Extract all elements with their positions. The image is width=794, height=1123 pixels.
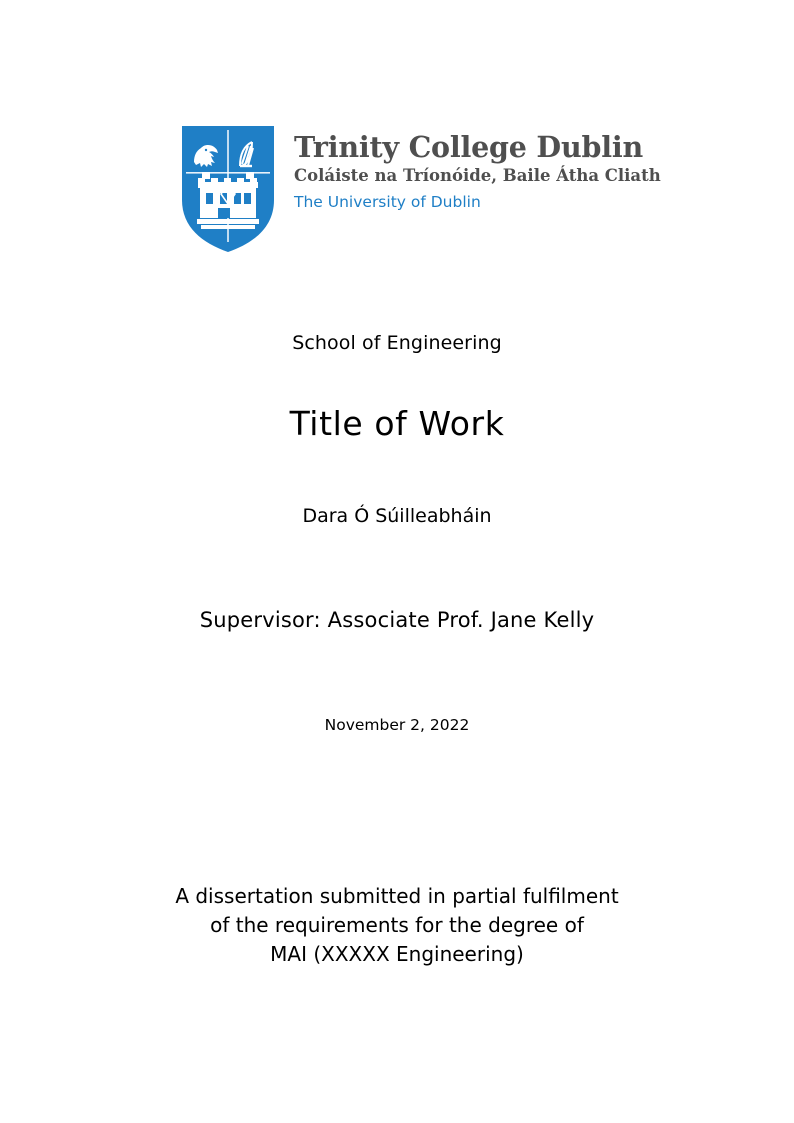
author-name: Dara Ó Súilleabháin bbox=[302, 505, 492, 527]
document-date: November 2, 2022 bbox=[324, 716, 470, 734]
university-name-en: Trinity College Dublin bbox=[294, 130, 643, 164]
dissertation-statement-line-3: MAI (XXXXX Engineering) bbox=[270, 942, 524, 966]
trinity-college-crest-icon bbox=[182, 126, 274, 252]
document-title: Title of Work bbox=[289, 404, 505, 443]
supervisor-line: Supervisor: Associate Prof. Jane Kelly bbox=[199, 608, 595, 632]
dissertation-statement-line-2: of the requirements for the degree of bbox=[210, 913, 584, 937]
university-wordmark bbox=[294, 126, 661, 214]
dissertation-statement bbox=[0, 882, 794, 969]
university-logo-block bbox=[182, 126, 661, 252]
dissertation-statement-line-1: A dissertation submitted in partial fulfilment bbox=[175, 884, 619, 908]
university-name-ga: Coláiste na Tríonóide, Baile Átha Cliath bbox=[294, 165, 661, 185]
school-name: School of Engineering bbox=[292, 332, 502, 354]
university-subtitle: The University of Dublin bbox=[294, 192, 481, 211]
